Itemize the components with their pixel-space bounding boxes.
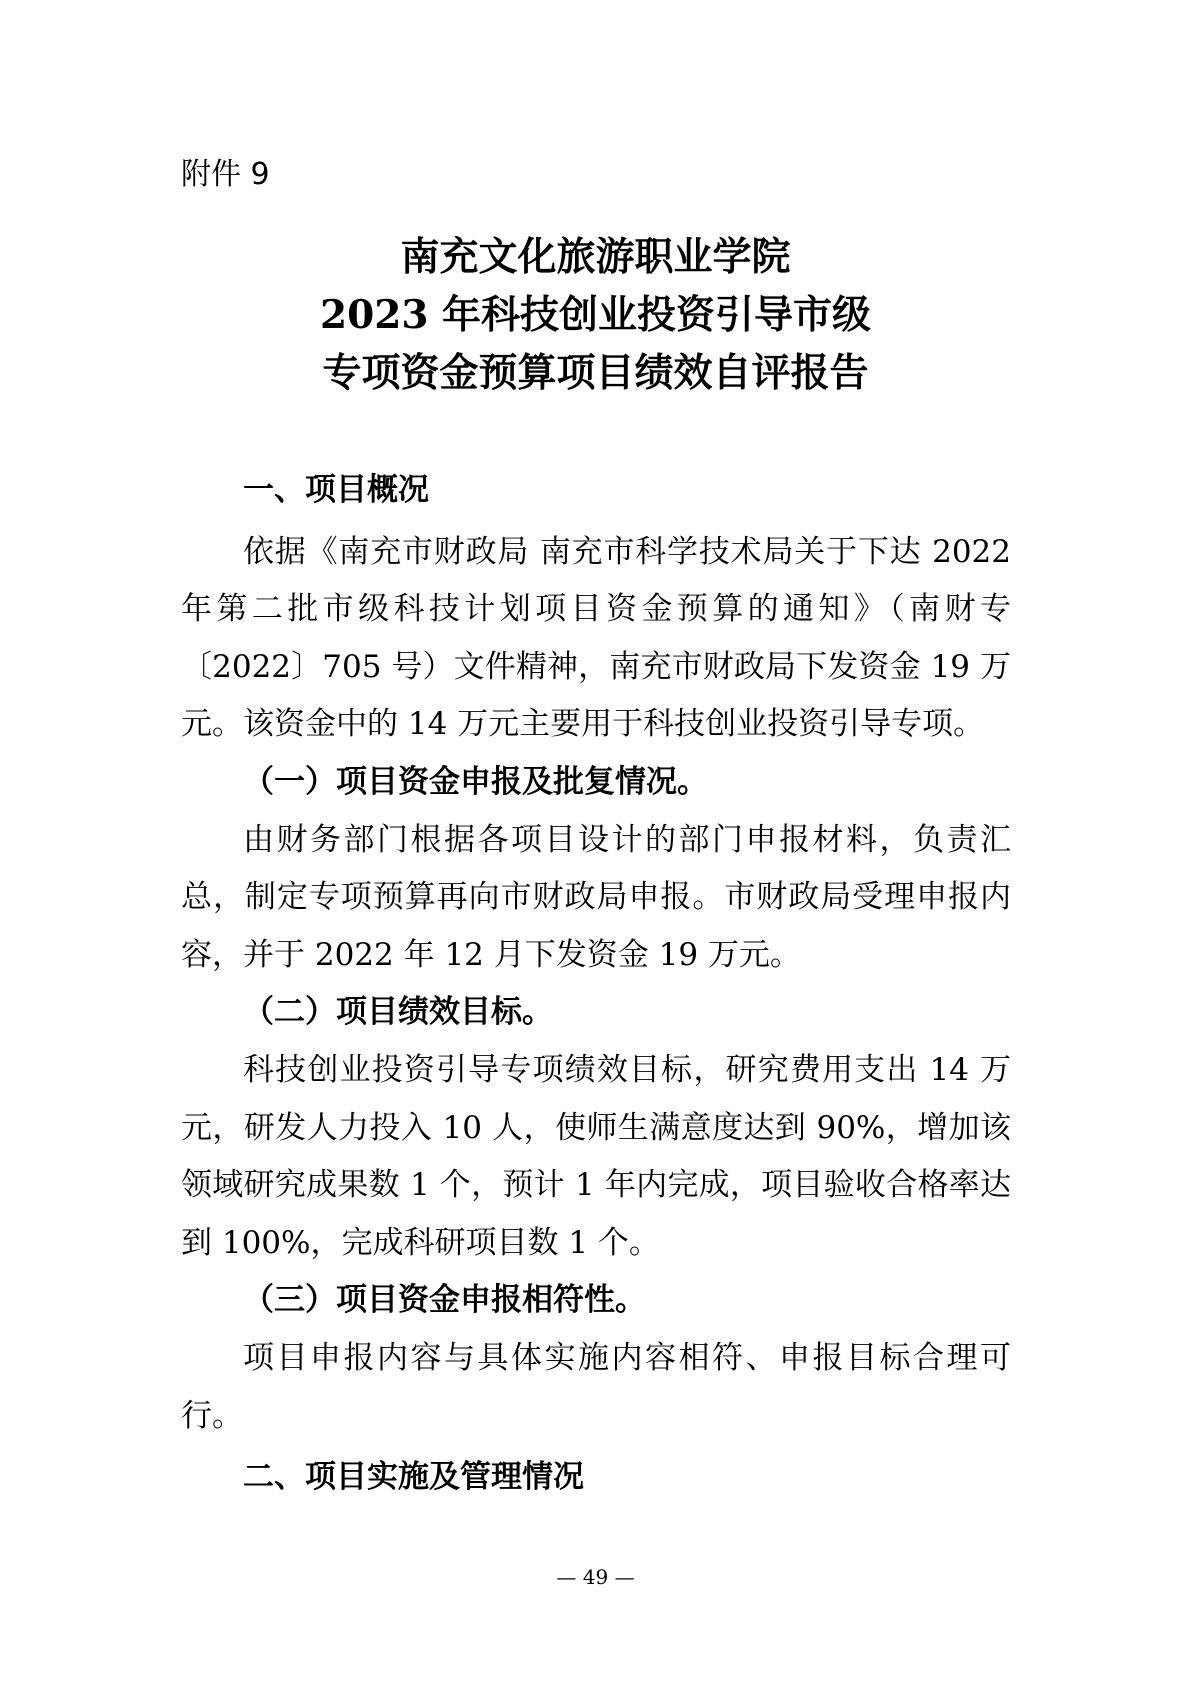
- page-number: — 49 —: [556, 1565, 635, 1589]
- subsection-3-heading: （三）项目资金申报相符性。: [243, 1282, 646, 1319]
- title-line-2: 2023 年科技创业投资引导市级: [319, 292, 872, 338]
- title-line-1: 南充文化旅游职业学院: [400, 234, 791, 280]
- subsection-1-paragraph: 由财务部门根据各项目设计的部门申报材料，负责汇总，制定专项预算再向市财政局申报。市财政局受理申报内容，并于 2022 年 12 月下发资金 19 万元。: [181, 821, 1011, 973]
- section-1-paragraph: 依据《南充市财政局 南充市科学技术局关于下达 2022 年第二批市级科技计划项目资金预算的通知》（南财专〔2022〕705 号）文件精神，南充市财政局下发资金 19 万元。该资金中的 14 万元主要用于科技创业投资引导专项。: [181, 533, 1011, 743]
- document-body: [181, 462, 1011, 1507]
- title-line-3: 专项资金预算项目绩效自评报告: [322, 350, 869, 396]
- subsection-2-paragraph: 科技创业投资引导专项绩效目标，研究费用支出 14 万元，研发人力投入 10 人，使师生满意度达到 90%，增加该领域研究成果数 1 个，预计 1 年内完成，项目验收合格率达到 100%，完成科研项目数 1 个。: [181, 1051, 1011, 1261]
- section-1-heading: 一、项目概况: [243, 472, 429, 508]
- subsection-2-heading: （二）项目绩效目标。: [243, 994, 553, 1031]
- attachment-label: 附件 9: [181, 157, 270, 192]
- subsection-3-paragraph: 项目申报内容与具体实施内容相符、申报目标合理可行。: [181, 1339, 1011, 1434]
- section-2-heading: 二、项目实施及管理情况: [243, 1459, 584, 1496]
- document-title: [0, 228, 1191, 402]
- subsection-1-heading: （一）项目资金申报及批复情况。: [243, 763, 708, 800]
